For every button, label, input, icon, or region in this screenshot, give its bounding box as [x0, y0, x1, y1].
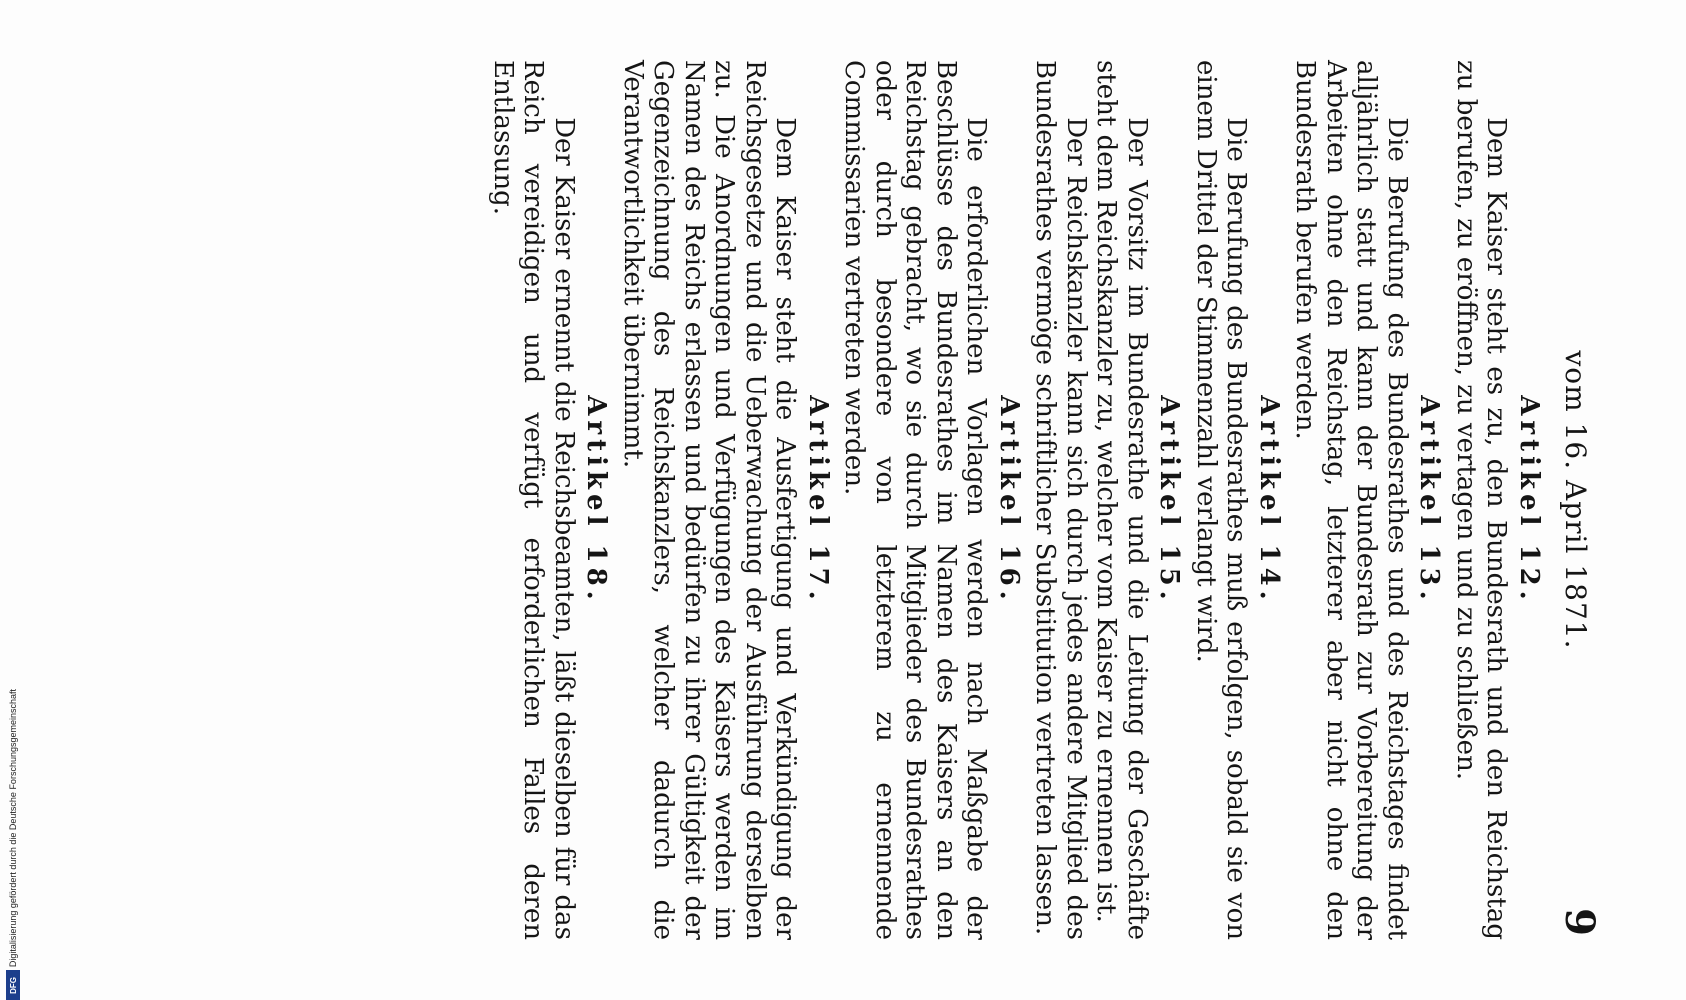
article-heading: Artikel 15. — [1154, 395, 1185, 605]
page-header — [1550, 60, 1603, 940]
credit-text: Digitalisierung gefördert durch die Deutsche Forschungsgemeinschaft — [8, 688, 18, 967]
article-heading: Artikel 12. — [1514, 395, 1544, 605]
article-heading: Artikel 14. — [1254, 395, 1284, 605]
article-heading: Artikel 13. — [1414, 395, 1445, 605]
paragraph: Die Berufung des Bundesrathes und des Reichstages findet alljährlich statt und kann der Bundesrath zur Vorbereitung der Arbeiten ohne den Reichstag, letzterer aber nicht ohne den Bundesrath berufen werden. — [1290, 60, 1412, 940]
article-heading: Artikel 16. — [994, 395, 1024, 605]
paragraph: Der Vorsitz im Bundesrathe und die Leitung der Geschäfte steht dem Reichskanzler zu, welcher vom Kaiser zu ernennen ist. — [1091, 60, 1152, 940]
paragraph: Die erforderlichen Vorlagen werden nach Maßgabe der Beschlüsse des Bundesrathes im Namen des Kaisers an den Reichstag gebracht, wo sie durch Mitglieder des Bundesrathes oder durch besondere von letzterem zu ernennende Commissarien vertreten werden. — [839, 60, 992, 940]
page-sheet — [90, 60, 1603, 940]
article-heading: Artikel 17. — [803, 395, 833, 605]
page-number: 9 — [1556, 908, 1603, 936]
paragraph: Der Reichskanzler kann sich durch jedes andere Mitglied des Bundesrathes vermöge schriftlicher Substitution vertreten lassen. — [1030, 60, 1091, 940]
paragraph: Der Kaiser ernennt die Reichsbeamten, läßt dieselben für das Reich vereidigen und verfügt erforderlichen Falles deren Entlassung. — [488, 60, 579, 940]
digitization-credit — [0, 620, 26, 1000]
paragraph: Dem Kaiser steht es zu, den Bundesrath und den Reichstag zu berufen, zu eröffnen, zu vertagen und zu schließen. — [1451, 60, 1512, 940]
running-head: vom 16. April 1871. — [1559, 350, 1592, 650]
article-heading: Artikel 18. — [581, 395, 612, 605]
document-body — [488, 60, 1545, 940]
dfg-logo-text: DFG — [8, 976, 18, 994]
paragraph: Die Berufung des Bundesrathes muß erfolgen, sobald sie von einem Drittel der Stimmenzahl verlangt wird. — [1191, 60, 1252, 940]
paragraph: Dem Kaiser steht die Ausfertigung und Verkündigung der Reichsgesetze und die Ueberwachung der Ausführung derselben zu. Die Anordnungen und Verfügungen des Kaisers werden im Namen des Reichs erlassen und bedürfen zu ihrer Gültigkeit der Gegenzeichnung des Reichskanzlers, welcher dadurch die Verantwortlichkeit übernimmt. — [618, 60, 801, 940]
dfg-logo — [6, 970, 20, 1000]
